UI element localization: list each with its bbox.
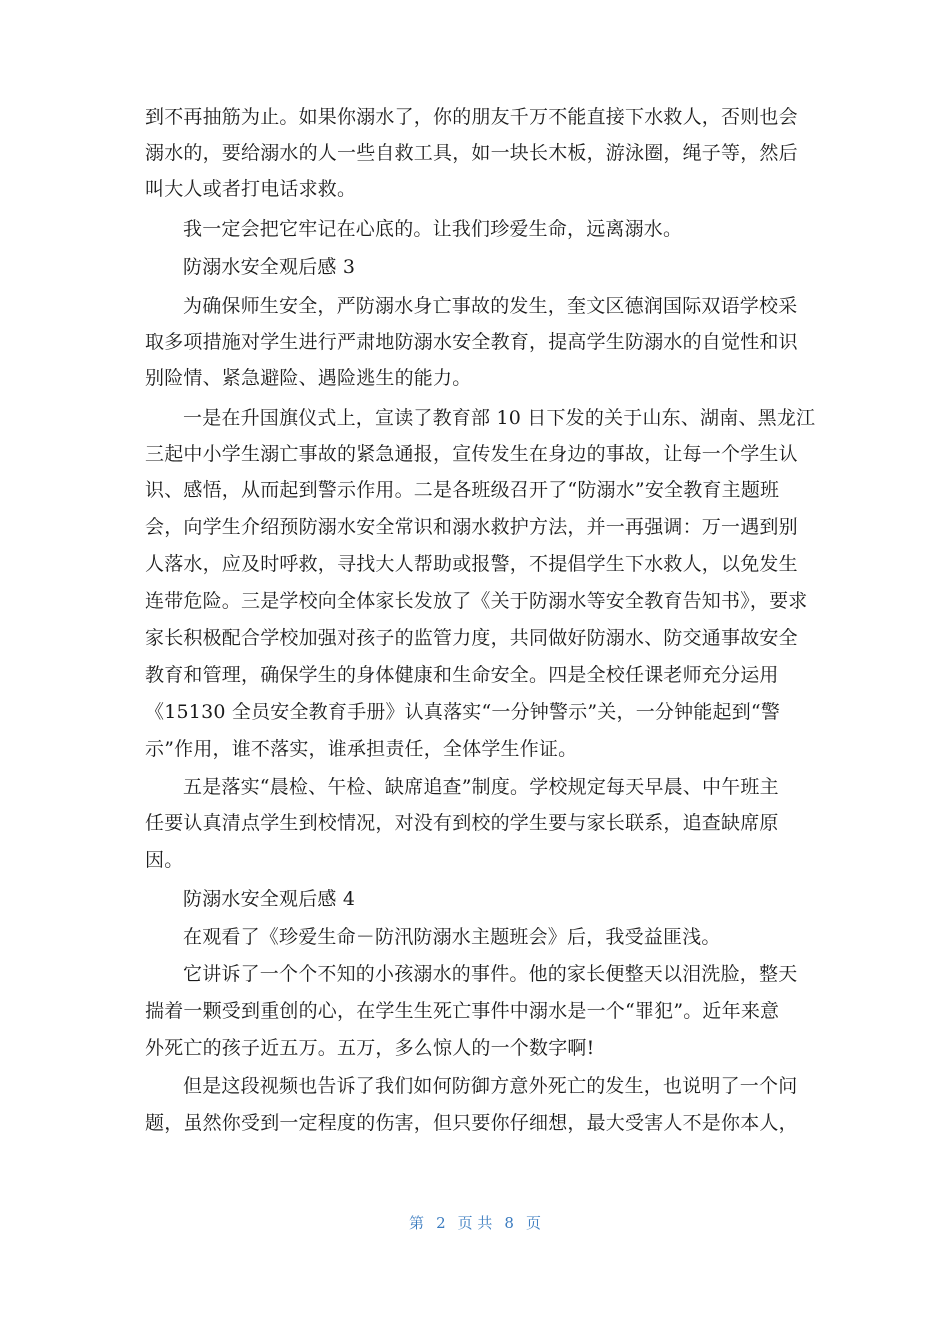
text-line: 为确保师生安全，严防溺水身亡事故的发生，奎文区德润国际双语学校采 [183, 295, 798, 317]
page-footer [0, 1212, 950, 1233]
footer-middle: 页 共 [457, 1214, 493, 1232]
text-line: 家长积极配合学校加强对孩子的监管力度，共同做好防溺水、防交通事故安全 [145, 627, 798, 649]
text-line: 五是落实“晨检、午检、缺席追查”制度。学校规定每天早晨、中午班主 [183, 776, 779, 798]
text-line: 但是这段视频也告诉了我们如何防御方意外死亡的发生，也说明了一个问 [183, 1075, 798, 1097]
footer-suffix: 页 [525, 1214, 541, 1232]
section-heading: 防溺水安全观后感 4 [183, 888, 356, 910]
text-line: 因。 [145, 849, 184, 871]
text-line: 到不再抽筋为止。如果你溺水了，你的朋友千万不能直接下水救人，否则也会 [145, 106, 798, 128]
text-line: 它讲诉了一个个不知的小孩溺水的事件。他的家长便整天以泪洗脸，整天 [183, 963, 798, 985]
total-page-number: 8 [504, 1214, 514, 1232]
text-line: 教育和管理，确保学生的身体健康和生命安全。四是全校任课老师充分运用 [145, 664, 779, 686]
text-line: 三起中小学生溺亡事故的紧急通报，宣传发生在身边的事故，让每一个学生认 [145, 443, 798, 465]
text-line: 外死亡的孩子近五万。五万，多么惊人的一个数字啊! [145, 1037, 595, 1059]
text-line: 会，向学生介绍预防溺水安全常识和溺水救护方法，并一再强调：万一遇到别 [145, 516, 798, 538]
text-line: 揣着一颗受到重创的心，在学生生死亡事件中溺水是一个“罪犯”。近年来意 [145, 1000, 780, 1022]
text-line: 我一定会把它牢记在心底的。让我们珍爱生命，远离溺水。 [183, 218, 683, 240]
text-line: 题，虽然你受到一定程度的伤害，但只要你仔细想，最大受害人不是你本人， [145, 1112, 798, 1134]
text-line: 叫大人或者打电话求救。 [145, 178, 357, 200]
current-page-number: 2 [436, 1214, 446, 1232]
text-line: 识、感悟，从而起到警示作用。二是各班级召开了“防溺水”安全教育主题班 [145, 479, 780, 501]
footer-prefix: 第 [409, 1214, 425, 1232]
text-line: 连带危险。三是学校向全体家长发放了《关于防溺水等安全教育告知书》，要求 [145, 590, 808, 612]
section-heading: 防溺水安全观后感 3 [183, 256, 356, 278]
text-line: 一是在升国旗仪式上，宣读了教育部 10 日下发的关于山东、湖南、黑龙江 [183, 407, 816, 429]
text-line: 在观看了《珍爱生命－防汛防溺水主题班会》后，我受益匪浅。 [183, 926, 721, 948]
text-line: 别险情、紧急避险、遇险逃生的能力。 [145, 367, 472, 389]
text-line: 人落水，应及时呼救，寻找大人帮助或报警，不提倡学生下水救人，以免发生 [145, 553, 798, 575]
text-line: 《15130 全员安全教育手册》认真落实“一分钟警示”关，一分钟能起到“警 [145, 701, 781, 723]
text-line: 取多项措施对学生进行严肃地防溺水安全教育，提高学生防溺水的自觉性和识 [145, 331, 798, 353]
text-line: 示”作用，谁不落实，谁承担责任，全体学生作证。 [145, 738, 578, 760]
text-line: 任要认真清点学生到校情况，对没有到校的学生要与家长联系，追查缺席原 [145, 812, 779, 834]
text-line: 溺水的，要给溺水的人一些自救工具，如一块长木板，游泳圈，绳子等，然后 [145, 142, 798, 164]
